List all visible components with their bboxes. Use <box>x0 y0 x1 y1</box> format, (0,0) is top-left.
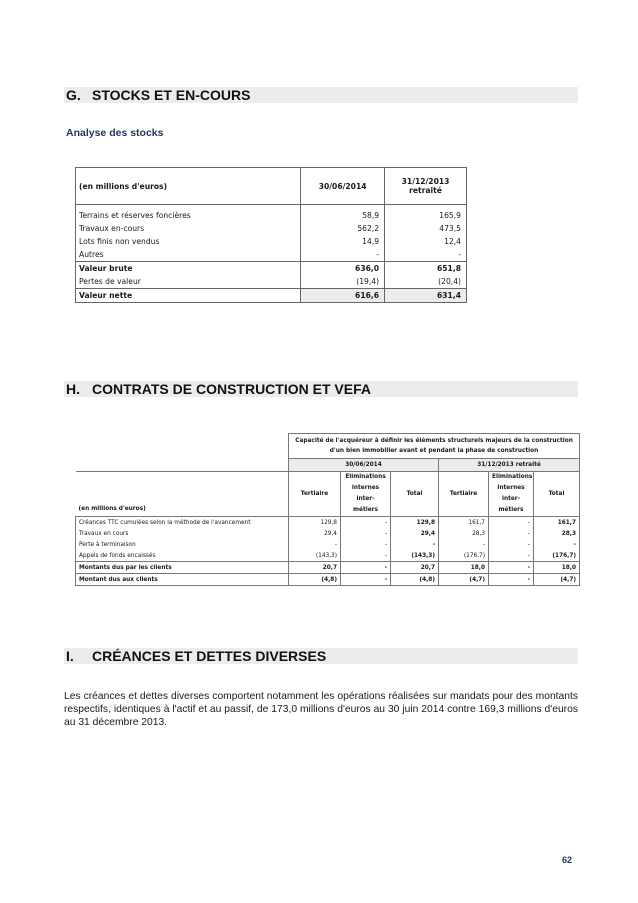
row-total-2014: - <box>391 539 439 550</box>
row-total-2013: (176,7) <box>534 550 580 562</box>
period-2014: 30/06/2014 <box>289 459 439 472</box>
table-row <box>76 275 467 289</box>
contracts-caption <box>289 434 580 459</box>
row-tertiaire-2014: 20,7 <box>289 562 341 574</box>
section-i-title: CRÉANCES ET DETTES DIVERSES <box>92 648 327 664</box>
row-label: Valeur nette <box>76 289 301 303</box>
section-i-heading <box>64 648 578 664</box>
row-tertiaire-2013: 18,0 <box>439 562 489 574</box>
stocks-header-col2-line2: retraité <box>409 186 442 195</box>
col-elim-line2: internes inter- <box>351 485 380 502</box>
col-tertiaire-2013: Tertiaire <box>439 472 489 517</box>
row-label: Travaux en cours <box>76 528 289 539</box>
table-row <box>76 205 467 223</box>
row-value-2014: (19,4) <box>301 275 385 289</box>
row-elim-2013: - <box>489 562 534 574</box>
row-total-2014: 20,7 <box>391 562 439 574</box>
row-tertiaire-2013: (176,7) <box>439 550 489 562</box>
row-value-2014: - <box>301 248 385 262</box>
row-elim-2014: - <box>341 550 391 562</box>
row-total-2013: 161,7 <box>534 517 580 529</box>
row-label: Valeur brute <box>76 262 301 276</box>
col-tertiaire-2014: Tertiaire <box>289 472 341 517</box>
row-tertiaire-2014: (143,3) <box>289 550 341 562</box>
stocks-subtitle: Analyse des stocks <box>66 127 164 139</box>
row-total-2014: (143,3) <box>391 550 439 562</box>
row-tertiaire-2014: - <box>289 539 341 550</box>
table-row <box>76 222 467 235</box>
col-total-2014: Total <box>391 472 439 517</box>
row-total-2013: 18,0 <box>534 562 580 574</box>
contracts-caption-line2: d'un bien immobilier avant et pendant la phase de construction <box>329 448 539 454</box>
row-elim-2014: - <box>341 517 391 529</box>
row-value-2013: (20,4) <box>385 275 467 289</box>
stocks-table <box>75 167 467 303</box>
table-row <box>76 517 580 529</box>
col-elim-line3: métiers <box>353 507 378 513</box>
stocks-header-col1: 30/06/2014 <box>301 168 385 205</box>
row-tertiaire-2013: (4,7) <box>439 574 489 586</box>
col-elim-line1: Eliminations <box>492 474 533 480</box>
section-h-title: CONTRATS DE CONSTRUCTION ET VEFA <box>92 381 371 397</box>
row-elim-2013: - <box>489 550 534 562</box>
col-eliminations-2014 <box>341 472 391 517</box>
stocks-header-col2 <box>385 168 467 205</box>
row-total-2014: (4,8) <box>391 574 439 586</box>
row-tertiaire-2014: 129,8 <box>289 517 341 529</box>
row-value-2013: - <box>385 248 467 262</box>
contracts-header-label: (en millions d'euros) <box>76 472 289 517</box>
row-label: Autres <box>76 248 301 262</box>
col-eliminations-2013 <box>489 472 534 517</box>
row-label: Appels de fonds encaissés <box>76 550 289 562</box>
row-label: Créances TTC cumulées selon la méthode de l'avancement <box>76 517 289 529</box>
row-elim-2014: - <box>341 574 391 586</box>
row-value-2014: 14,9 <box>301 235 385 248</box>
table-row <box>76 528 580 539</box>
section-g-title: STOCKS ET EN-COURS <box>92 87 251 103</box>
table-row <box>76 550 580 562</box>
row-elim-2013: - <box>489 574 534 586</box>
row-total-2013: 28,3 <box>534 528 580 539</box>
row-label: Terrains et réserves foncières <box>76 205 301 223</box>
row-elim-2014: - <box>341 539 391 550</box>
col-elim-line3: métiers <box>498 507 524 513</box>
stocks-header-row <box>76 168 467 205</box>
page-number: 62 <box>562 855 573 865</box>
empty-cell <box>76 434 289 459</box>
row-tertiaire-2013: - <box>439 539 489 550</box>
period-2013: 31/12/2013 retraité <box>439 459 580 472</box>
row-elim-2014: - <box>341 528 391 539</box>
table-row <box>76 235 467 248</box>
row-value-2014: 636,0 <box>301 262 385 276</box>
contracts-caption-row <box>76 434 580 459</box>
table-row <box>76 539 580 550</box>
contracts-caption-line1: Capacité de l'acquéreur à définir les éléments structurels majeurs de la construction <box>295 438 573 444</box>
row-elim-2014: - <box>341 562 391 574</box>
row-label: Perte à terminaison <box>76 539 289 550</box>
row-total-2013: - <box>534 539 580 550</box>
row-value-2014: 616,6 <box>301 289 385 303</box>
row-tertiaire-2013: 161,7 <box>439 517 489 529</box>
empty-cell <box>76 459 289 472</box>
contracts-period-row <box>76 459 580 472</box>
col-elim-line2: internes inter- <box>497 485 525 502</box>
row-label: Travaux en-cours <box>76 222 301 235</box>
table-row <box>76 248 467 262</box>
stocks-header-label: (en millions d'euros) <box>76 168 301 205</box>
row-total-2014: 129,8 <box>391 517 439 529</box>
row-total-2014: 29,4 <box>391 528 439 539</box>
row-total-2013: (4,7) <box>534 574 580 586</box>
table-row-due-by-clients <box>76 562 580 574</box>
row-label: Lots finis non vendus <box>76 235 301 248</box>
section-i-number: I. <box>66 648 74 664</box>
contracts-table <box>75 433 580 586</box>
table-row-net <box>76 289 467 303</box>
row-value-2013: 12,4 <box>385 235 467 248</box>
stocks-header-col2-line1: 31/12/2013 <box>401 177 450 186</box>
section-h-heading <box>64 381 578 397</box>
section-g-heading <box>64 87 578 103</box>
contracts-header-row <box>76 472 580 517</box>
section-h-number: H. <box>66 381 80 397</box>
row-value-2013: 473,5 <box>385 222 467 235</box>
row-value-2014: 562,2 <box>301 222 385 235</box>
row-label: Pertes de valeur <box>76 275 301 289</box>
row-elim-2013: - <box>489 539 534 550</box>
row-label: Montant dus aux clients <box>76 574 289 586</box>
row-tertiaire-2013: 28,3 <box>439 528 489 539</box>
row-tertiaire-2014: 29,4 <box>289 528 341 539</box>
row-elim-2013: - <box>489 528 534 539</box>
row-value-2013: 631,4 <box>385 289 467 303</box>
row-value-2014: 58,9 <box>301 205 385 223</box>
table-row-due-to-clients <box>76 574 580 586</box>
section-g-number: G. <box>66 87 81 103</box>
col-elim-line1: Eliminations <box>345 474 386 480</box>
table-row-gross <box>76 262 467 276</box>
row-elim-2013: - <box>489 517 534 529</box>
receivables-paragraph: Les créances et dettes diverses comportent notamment les opérations réalisées sur mandats pour des montants respectifs, identiques à l'actif et au passif, de 173,0 millions d'euros au 30 juin 2014 contre 169,3 millions d'euros au 31 décembre 2013. <box>64 691 578 728</box>
row-label: Montants dus par les clients <box>76 562 289 574</box>
row-tertiaire-2014: (4,8) <box>289 574 341 586</box>
row-value-2013: 651,8 <box>385 262 467 276</box>
col-total-2013: Total <box>534 472 580 517</box>
row-value-2013: 165,9 <box>385 205 467 223</box>
